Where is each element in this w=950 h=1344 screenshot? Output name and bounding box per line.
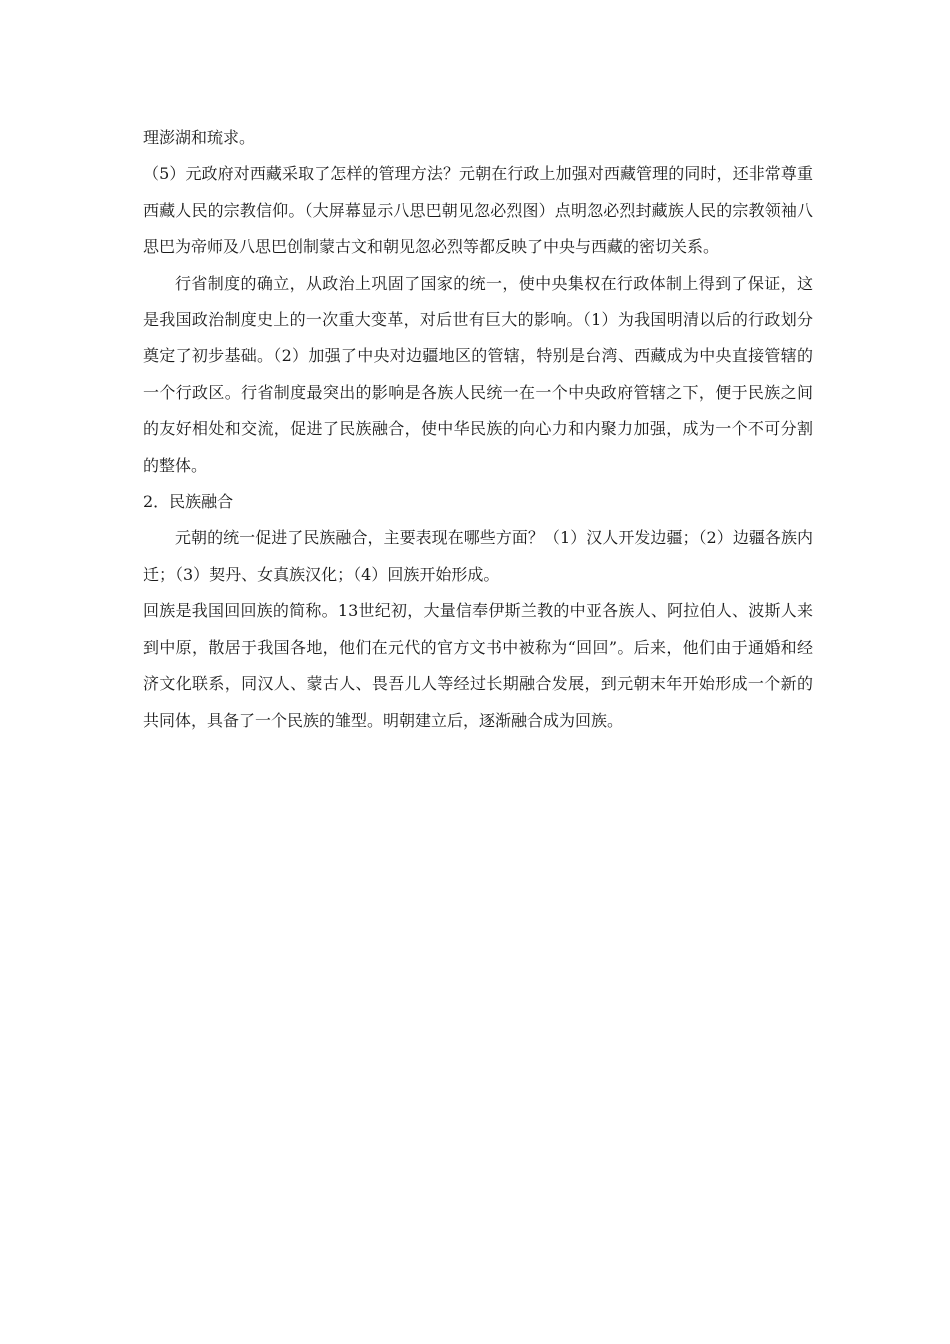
paragraph-hui-people: 回族是我国回回族的简称。13世纪初，大量信奉伊斯兰教的中亚各族人、阿拉伯人、波斯人来到中原，散居于我国各地，他们在元代的官方文书中被称为“回回”。后来，他们由于通婚和经济文化联系，同汉人、蒙古人、畏吾儿人等经过长期融合发展，到元朝末年开始形成一个新的共同体，具备了一个民族的雏型。明朝建立后，逐渐融合成为回族。 — [143, 601, 813, 730]
section-heading-ethnic-fusion: 2．民族融合 — [143, 492, 234, 512]
paragraph-penghu-liuqiu: 理澎湖和琉求。 — [143, 128, 256, 147]
paragraph-province-system: 行省制度的确立，从政治上巩固了国家的统一，使中央集权在行政体制上得到了保证，这是我国政治制度史上的一次重大变革，对后世有巨大的影响。（1）为我国明清以后的行政划分奠定了初步基础。（2）加强了中央对边疆地区的管辖，特别是台湾、西藏成为中央直接管辖的一个行政区。行省制度最突出的影响是各族人民统一在一个中央政府管辖之下，便于民族之间的友好相处和交流，促进了民族融合，使中华民族的向心力和内聚力加强，成为一个不可分割的整体。 — [143, 273, 813, 475]
paragraph-tibet-administration: （5）元政府对西藏采取了怎样的管理方法？元朝在行政上加强对西藏管理的同时，还非常尊重西藏人民的宗教信仰。（大屏幕显示八思巴朝见忽必烈图）点明忽必烈封藏族人民的宗教领袖八思巴为帝师及八思巴创制蒙古文和朝见忽必烈等都反映了中央与西藏的密切关系。 — [143, 164, 813, 257]
paragraph-ethnic-fusion: 元朝的统一促进了民族融合，主要表现在哪些方面？（1）汉人开发边疆；（2）边疆各族内迁；（3）契丹、女真族汉化；（4）回族开始形成。 — [143, 528, 813, 584]
document-body — [143, 120, 813, 739]
